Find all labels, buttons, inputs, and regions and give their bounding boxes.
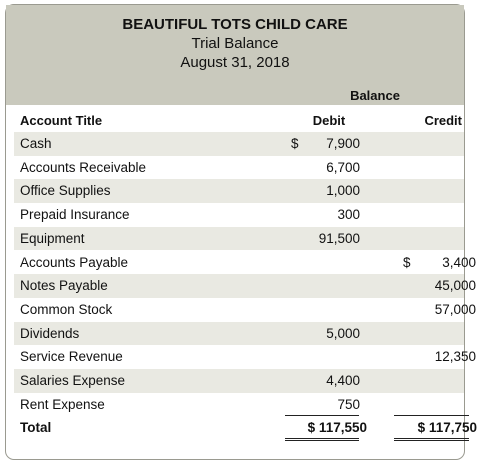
debit-amount: 1,000 — [326, 183, 360, 199]
account-title: Accounts Receivable — [20, 159, 147, 175]
account-row — [14, 156, 464, 180]
account-row — [14, 179, 464, 203]
account-row — [14, 345, 476, 369]
debit-amount: 750 — [337, 396, 360, 412]
debit-amount: 6,700 — [326, 159, 360, 175]
debit-header: Debit — [312, 113, 346, 128]
debit-underline-double-1 — [285, 438, 359, 439]
account-title: Equipment — [20, 230, 85, 246]
account-row — [14, 227, 464, 251]
total-debit: $ 117,550 — [307, 420, 367, 436]
company-name: BEAUTIFUL TOTS CHILD CARE — [122, 16, 348, 33]
account-title: Common Stock — [20, 301, 113, 317]
account-title: Office Supplies — [20, 183, 111, 199]
total-label: Total — [20, 420, 52, 436]
account-title: Dividends — [20, 325, 80, 341]
trial-balance-card — [5, 4, 477, 460]
account-title: Prepaid Insurance — [20, 207, 130, 223]
credit-underline — [394, 415, 469, 416]
debit-amount: 91,500 — [318, 230, 360, 246]
total-row — [14, 416, 477, 440]
report-date: August 31, 2018 — [180, 54, 290, 71]
column-header-row — [14, 109, 464, 133]
account-row — [14, 251, 476, 275]
debit-dollar-sign: $ — [291, 136, 299, 151]
credit-amount: 3,400 — [442, 254, 476, 270]
balance-column-group-header: Balance — [350, 88, 400, 103]
debit-amount: 300 — [337, 207, 360, 223]
debit-amount: 5,000 — [326, 325, 360, 341]
credit-underline-double-2 — [394, 440, 469, 441]
credit-header: Credit — [424, 113, 462, 128]
account-row — [14, 322, 464, 346]
account-title: Cash — [20, 136, 52, 151]
debit-amount: 4,400 — [326, 373, 360, 388]
debit-amount: 7,900 — [326, 136, 360, 151]
account-title: Service Revenue — [20, 349, 123, 365]
account-row — [14, 369, 464, 393]
credit-dollar-sign: $ — [403, 254, 411, 270]
credit-amount: 57,000 — [434, 301, 476, 317]
credit-amount: 12,350 — [434, 349, 476, 365]
debit-underline-double-2 — [285, 440, 359, 441]
account-row — [14, 274, 476, 298]
account-row — [14, 393, 464, 417]
account-row — [14, 132, 464, 156]
total-credit: $ 117,750 — [417, 420, 477, 436]
account-title-header: Account Title — [20, 113, 103, 128]
account-title: Notes Payable — [20, 278, 108, 294]
account-title: Rent Expense — [20, 396, 105, 412]
account-title: Salaries Expense — [20, 373, 126, 388]
report-title: Trial Balance — [191, 35, 279, 52]
account-row — [14, 298, 476, 322]
credit-amount: 45,000 — [434, 278, 476, 294]
credit-underline-double-1 — [394, 438, 469, 439]
debit-underline — [285, 415, 359, 416]
account-row — [14, 203, 464, 227]
account-title: Accounts Payable — [20, 254, 129, 270]
